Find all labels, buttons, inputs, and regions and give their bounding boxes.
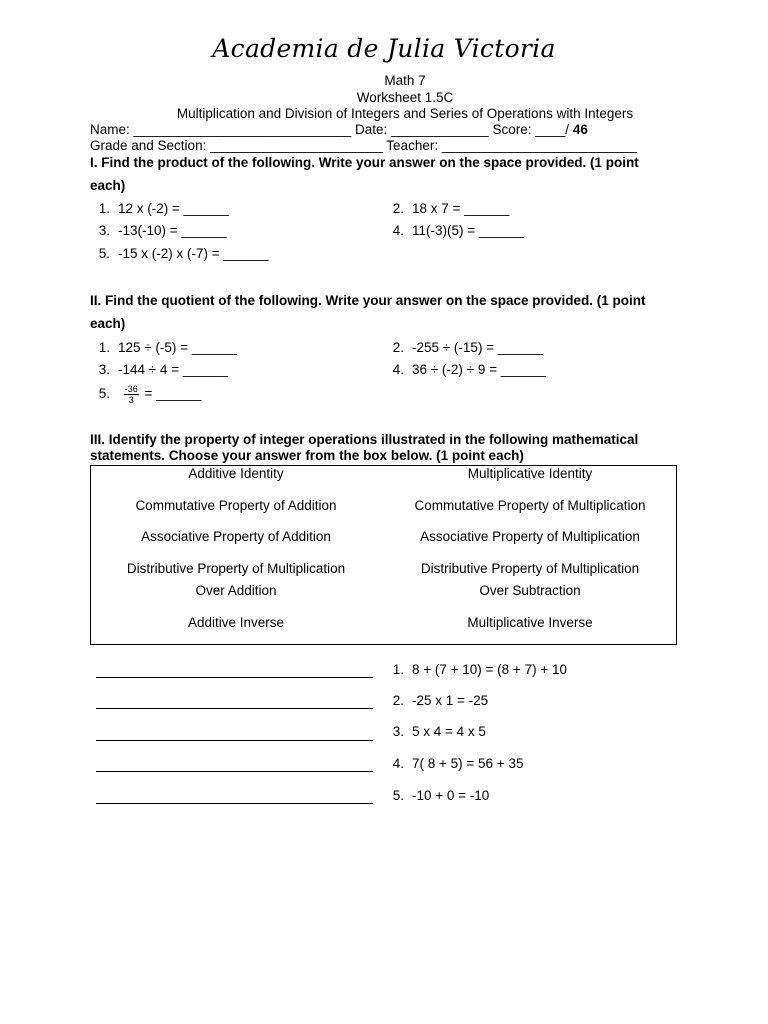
worksheet-title: Worksheet 1.5C bbox=[356, 90, 454, 105]
grade-row bbox=[90, 138, 637, 153]
topic-title: Multiplication and Division of Integers and Series of Operations with Integers bbox=[176, 106, 634, 121]
choice-right-1: Multiplicative Identity bbox=[467, 466, 593, 481]
answer-blank-4[interactable] bbox=[96, 770, 373, 772]
choice-right-4-cont: Over Subtraction bbox=[479, 583, 581, 598]
choice-right-5: Multiplicative Inverse bbox=[467, 615, 593, 630]
list-item: 3. 5 x 4 = 4 x 5 bbox=[392, 724, 486, 739]
list-item: 2. -25 x 1 = -25 bbox=[392, 693, 489, 708]
list-item: 4. 36 ÷ (-2) ÷ 9 = ______ bbox=[392, 362, 546, 377]
choice-left-4: Distributive Property of Multiplication bbox=[126, 561, 346, 576]
list-item: 4. 11(-3)(5) = ______ bbox=[392, 223, 524, 238]
choice-left-3: Associative Property of Addition bbox=[141, 529, 331, 544]
property-choice-box bbox=[90, 465, 677, 645]
list-item: 3. -144 ÷ 4 = ______ bbox=[98, 362, 228, 377]
answer-blank-3[interactable] bbox=[96, 739, 373, 741]
list-item: 2. 18 x 7 = ______ bbox=[392, 201, 510, 216]
list-item: 4. 7( 8 + 5) = 56 + 35 bbox=[392, 756, 524, 771]
list-item: 5. -15 x (-2) x (-7) = ______ bbox=[98, 246, 269, 261]
list-item: 2. -255 ÷ (-15) = ______ bbox=[392, 340, 543, 355]
part3-instruction-cont: statements. Choose your answer from the box below. (1 point each) bbox=[90, 448, 524, 463]
grade-label: Grade and Section: bbox=[90, 138, 207, 153]
list-item: 5. -10 + 0 = -10 bbox=[392, 788, 490, 803]
score-field[interactable]: ____/ bbox=[535, 122, 570, 137]
teacher-field[interactable]: __________________________ bbox=[441, 138, 638, 153]
list-item: 3. -13(-10) = ______ bbox=[98, 223, 227, 238]
answer-blank-5[interactable] bbox=[96, 802, 373, 804]
name-label: Name: bbox=[90, 122, 130, 137]
choice-left-2: Commutative Property of Addition bbox=[135, 498, 337, 513]
choice-right-3: Associative Property of Multiplication bbox=[420, 529, 640, 544]
part1-instruction: I. Find the product of the following. Write your answer on the space provided. (1 point bbox=[90, 155, 639, 170]
name-field[interactable]: _____________________________ bbox=[133, 122, 352, 137]
answer-blank-1[interactable] bbox=[96, 676, 373, 678]
fraction: $\frac{-36}{3}$ bbox=[124, 384, 138, 405]
score-total: 46 bbox=[572, 122, 588, 137]
list-item: 1. 12 x (-2) = ______ bbox=[98, 201, 229, 216]
part2-instruction: II. Find the quotient of the following. Write your answer on the space provided. (1 point bbox=[90, 293, 646, 308]
grade-field[interactable]: _______________________ bbox=[210, 138, 383, 153]
school-name: Academia de Julia Victoria bbox=[212, 34, 556, 63]
teacher-label: Teacher: bbox=[386, 138, 439, 153]
subject-title: Math 7 bbox=[384, 73, 426, 88]
list-item: 1. 8 + (7 + 10) = (8 + 7) + 10 bbox=[392, 662, 567, 677]
date-field[interactable]: _____________ bbox=[391, 122, 489, 137]
answer-blank-2[interactable] bbox=[96, 707, 373, 709]
part1-instruction-cont: each) bbox=[90, 178, 126, 193]
name-row bbox=[90, 122, 588, 137]
list-item: 1. 125 ÷ (-5) = ______ bbox=[98, 340, 237, 355]
date-label: Date: bbox=[355, 122, 388, 137]
part2-instruction-cont: each) bbox=[90, 316, 126, 331]
choice-right-2: Commutative Property of Multiplication bbox=[414, 498, 646, 513]
score-label: Score: bbox=[492, 122, 532, 137]
choice-left-4-cont: Over Addition bbox=[195, 583, 277, 598]
part3-instruction: III. Identify the property of integer operations illustrated in the following mathematical bbox=[90, 432, 639, 447]
choice-left-5: Additive Inverse bbox=[187, 615, 285, 630]
choice-right-4: Distributive Property of Multiplication bbox=[420, 561, 640, 576]
list-item: 5. $\frac{-36}{3}$ = ______ bbox=[98, 384, 202, 405]
choice-left-1: Additive Identity bbox=[188, 466, 284, 481]
